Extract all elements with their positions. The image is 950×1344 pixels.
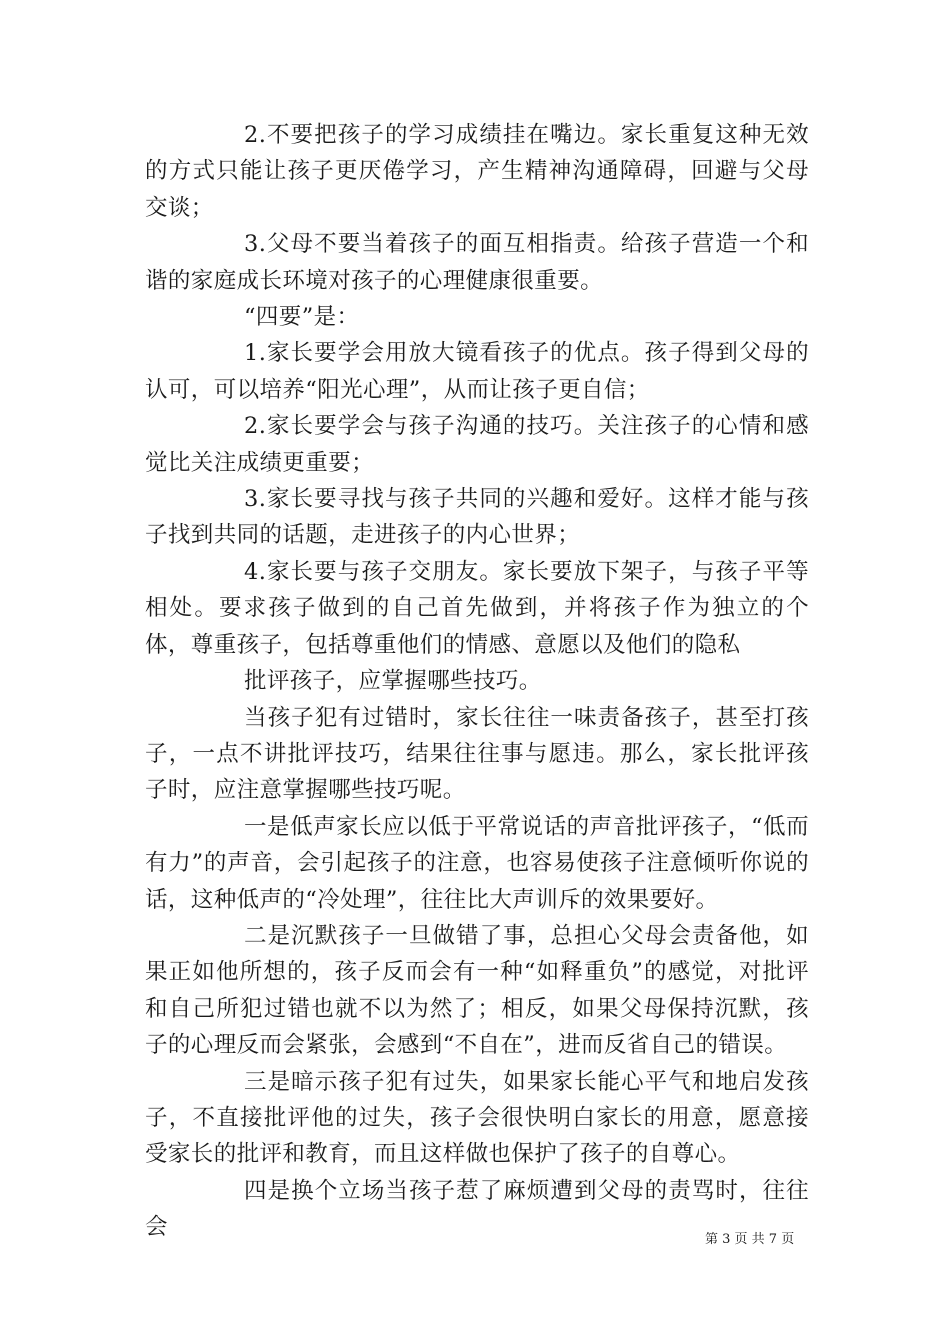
- page-number-footer: 第 3 页 共 7 页: [705, 1232, 795, 1247]
- section-heading-criticism-skills: 批评孩子，应掌握哪些技巧。: [244, 668, 542, 695]
- paragraph-technique-hint: 三是暗示孩子犯有过失，如果家长能心平气和地启发孩子，不直接批评他的过失，孩子会很快明白家长的用意，愿意接受家长的批评和教育，而且这样做也保护了孩子的自尊心。: [145, 1068, 809, 1168]
- paragraph-item-2-no-grades: 2.不要把孩子的学习成绩挂在嘴边。家长重复这种无效的方式只能让孩子更厌倦学习，产生精神沟通障碍，回避与父母交谈；: [145, 122, 809, 221]
- paragraph-four-musts-heading: “四要”是：: [244, 304, 360, 331]
- paragraph-technique-low-voice: 一是低声家长应以低于平常说话的声音批评孩子，“低而有力”的声音，会引起孩子的注意，也容易使孩子注意倾听你说的话，这种低声的“冷处理”，往往比大声训斥的效果要好。: [145, 813, 809, 913]
- paragraph-item-3-no-blame: 3.父母不要当着孩子的面互相指责。给孩子营造一个和谐的家庭成长环境对孩子的心理健康很重要。: [145, 231, 809, 294]
- document-body: [145, 117, 809, 1246]
- paragraph-must-2: 2.家长要学会与孩子沟通的技巧。关注孩子的心情和感觉比关注成绩更重要；: [145, 413, 809, 476]
- paragraph-must-4: 4.家长要与孩子交朋友。家长要放下架子，与孩子平等相处。要求孩子做到的自己首先做到，并将孩子作为独立的个体，尊重孩子，包括尊重他们的情感、意愿以及他们的隐私: [145, 558, 809, 658]
- paragraph-technique-change-position: 四是换个立场当孩子惹了麻烦遭到父母的责骂时，往往会: [145, 1177, 809, 1241]
- paragraph-technique-silence: 二是沉默孩子一旦做错了事，总担心父母会责备他，如果正如他所想的，孩子反而会有一种“如释重负”的感觉，对批评和自己所犯过错也就不以为然了；相反，如果父母保持沉默，孩子的心理反而会紧张，会感到“不自在”，进而反省自己的错误。: [145, 922, 809, 1059]
- paragraph-criticism-intro: 当孩子犯有过错时，家长往往一味责备孩子，甚至打孩子，一点不讲批评技巧，结果往往事与愿违。那么，家长批评孩子时，应注意掌握哪些技巧呢。: [145, 704, 809, 804]
- paragraph-must-3: 3.家长要寻找与孩子共同的兴趣和爱好。这样才能与孩子找到共同的话题，走进孩子的内心世界；: [145, 486, 809, 549]
- paragraph-must-1: 1.家长要学会用放大镜看孩子的优点。孩子得到父母的认可，可以培养“阳光心理”，从而让孩子更自信；: [145, 340, 809, 403]
